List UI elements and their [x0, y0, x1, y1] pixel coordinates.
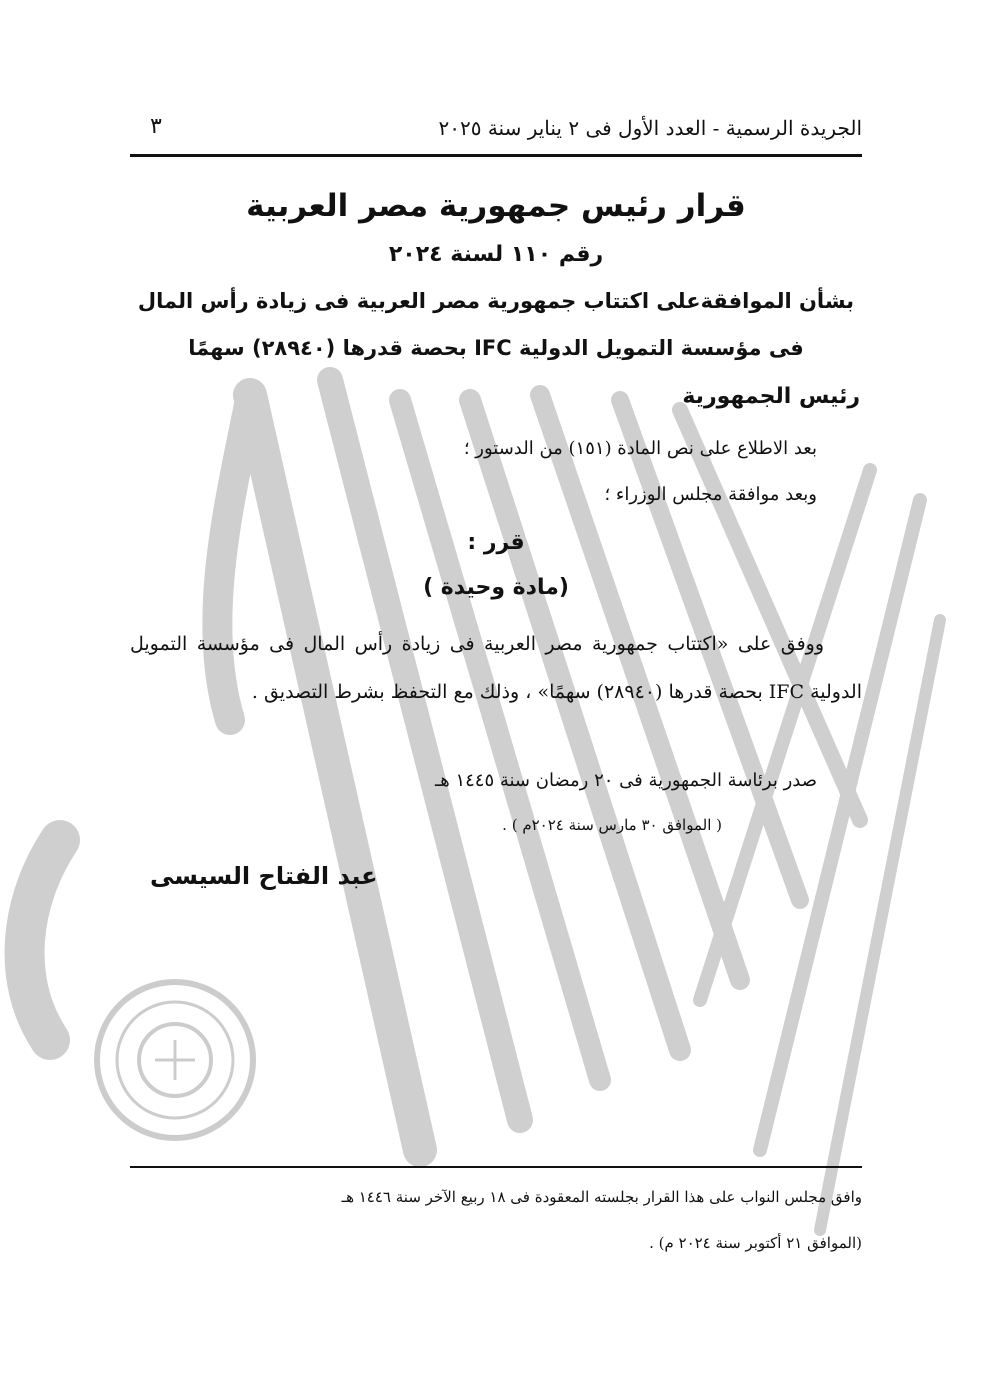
header-title: الجريدة الرسمية - العدد الأول فى ٢ يناير سنة ٢٠٢٥ — [438, 116, 862, 140]
page-number: ٣ — [150, 114, 162, 139]
article-body — [130, 620, 862, 716]
president-heading: رئيس الجمهورية — [682, 384, 860, 409]
footnote-divider — [130, 1166, 862, 1168]
article-text: ووفق على «اكتتاب جمهورية مصر العربية فى زيادة رأس المال فى مؤسسة التمويل الدولية IFC بحصة قدرها (٢٨٩٤٠) سهمًا» ، وذلك مع التحفظ بشرط التصديق . — [130, 633, 862, 703]
decree-subject-line-2: فى مؤسسة التمويل الدولية IFC بحصة قدرها (٢٨٩٤٠) سهمًا — [188, 336, 804, 360]
decree-title: قرار رئيس جمهورية مصر العربية — [246, 188, 746, 224]
decree-subject-line-1: بشأن الموافقةعلى اكتتاب جمهورية مصر العربية فى زيادة رأس المال — [137, 289, 855, 313]
decree-number: رقم ١١٠ لسنة ٢٠٢٤ — [388, 242, 604, 267]
president-signature: عبد الفتاح السيسى — [150, 862, 378, 890]
footnote-line-2: (الموافق ٢١ أكتوبر سنة ٢٠٢٤ م) . — [649, 1234, 862, 1252]
issued-date-gregorian: ( الموافق ٣٠ مارس سنة ٢٠٢٤م ) . — [502, 816, 722, 834]
header-divider — [130, 154, 862, 157]
issued-date-hijri: صدر برئاسة الجمهورية فى ٢٠ رمضان سنة ١٤٤٥ هـ — [434, 770, 817, 791]
page-header — [130, 112, 862, 148]
preamble-cabinet: وبعد موافقة مجلس الوزراء ؛ — [604, 484, 817, 505]
decided-heading: قرر : — [467, 530, 525, 555]
single-article-heading: (مادة وحيدة ) — [423, 575, 569, 600]
preamble-constitution: بعد الاطلاع على نص المادة (١٥١) من الدستور ؛ — [463, 438, 817, 459]
footnote-line-1: وافق مجلس النواب على هذا القرار بجلسته المعقودة فى ١٨ ربيع الآخر سنة ١٤٤٦ هـ — [341, 1188, 862, 1206]
